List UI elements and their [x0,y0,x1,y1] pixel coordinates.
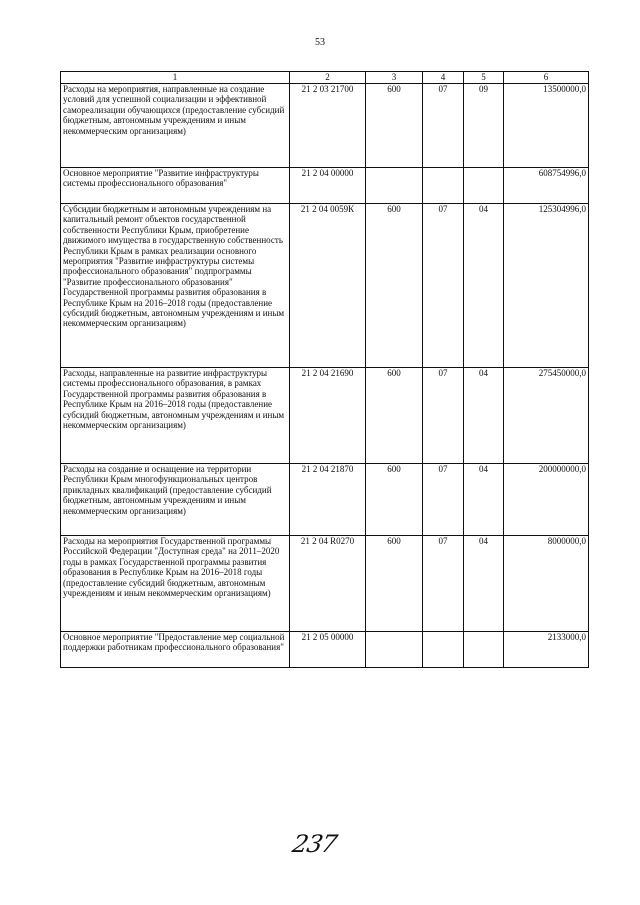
row-col-4: 07 [423,536,464,632]
row-col-5 [464,168,504,204]
row-col-3 [366,632,423,668]
row-col-3: 600 [366,368,423,464]
row-code: 21 2 04 21870 [290,464,366,536]
table-row [61,204,589,368]
table-row [61,84,589,168]
row-col-5 [464,632,504,668]
row-col-4: 07 [423,464,464,536]
row-description: Субсидии бюджетным и автономным учреждениям на капитальный ремонт объектов государственной собственности Республики Крым, приобретение движимого имущества в государственную собственность Республики Крым в рамках реализации основного мероприятия "Развитие инфраструктуры системы профессионального образования" подпрограммы "Развитие профессионального образования" Государственной программы развития образования в Республике Крым на 2016–2018 годы (предоставление субсидий бюджетным, автономным учреждениям и иным некоммерческим организациям) [61,204,290,368]
header-col-1: 1 [61,72,290,84]
table-row [61,368,589,464]
header-col-5: 5 [464,72,504,84]
row-amount: 200000000,0 [504,464,589,536]
header-col-4: 4 [423,72,464,84]
row-amount: 125304996,0 [504,204,589,368]
row-col-4: 07 [423,84,464,168]
row-col-3 [366,168,423,204]
header-col-6: 6 [504,72,589,84]
row-description: Расходы на создание и оснащение на территории Республики Крым многофункциональных центров прикладных квалификаций (предоставление субсидий бюджетным, автономным учреждениям и иным некоммерческим организациям) [61,464,290,536]
row-amount: 2133000,0 [504,632,589,668]
row-col-5: 04 [464,536,504,632]
row-col-5: 09 [464,84,504,168]
row-amount: 8000000,0 [504,536,589,632]
row-description: Расходы, направленные на развитие инфраструктуры системы профессионального образования, в рамках Государственной программы развития образования в Республике Крым на 2016–2018 годы (предоставление субсидий бюджетным, автономным учреждениям и иным некоммерческим организациям) [61,368,290,464]
table-row [61,168,589,204]
row-code: 21 2 03 21700 [290,84,366,168]
header-col-2: 2 [290,72,366,84]
page-number: 53 [315,37,325,48]
row-description: Расходы на мероприятия, направленные на создание условий для успешной социализации и эффективной самореализации обучающихся (предоставление субсидий бюджетным, автономным учреждениям и иным некоммерческим организациям) [61,84,290,168]
row-col-4 [423,632,464,668]
row-description: Основное мероприятие "Развитие инфраструктуры системы профессионального образования" [61,168,290,204]
row-col-5: 04 [464,204,504,368]
row-amount: 13500000,0 [504,84,589,168]
row-col-3: 600 [366,204,423,368]
row-amount: 275450000,0 [504,368,589,464]
table-row [61,536,589,632]
row-code: 21 2 04 00000 [290,168,366,204]
header-col-3: 3 [366,72,423,84]
row-col-5: 04 [464,368,504,464]
row-code: 21 2 05 00000 [290,632,366,668]
row-amount: 608754996,0 [504,168,589,204]
row-code: 21 2 04 21690 [290,368,366,464]
row-col-4 [423,168,464,204]
table-header-row [61,72,589,84]
budget-table [60,71,589,668]
row-code: 21 2 04 0059К [290,204,366,368]
row-col-3: 600 [366,84,423,168]
row-col-4: 07 [423,368,464,464]
row-col-3: 600 [366,536,423,632]
row-code: 21 2 04 R0270 [290,536,366,632]
row-col-3: 600 [366,464,423,536]
handwritten-page-number: 237 [290,830,339,858]
table-row [61,464,589,536]
table-row [61,632,589,668]
row-col-4: 07 [423,204,464,368]
row-description: Основное мероприятие "Предоставление мер социальной поддержки работникам профессионального образования" [61,632,290,668]
row-col-5: 04 [464,464,504,536]
row-description: Расходы на мероприятия Государственной программы Российской Федерации "Доступная среда" на 2011–2020 годы в рамках Государственной программы развития образования в Республике Крым на 2016–2018 годы (предоставление субсидий бюджетным, автономным учреждениям и иным некоммерческим организациям) [61,536,290,632]
